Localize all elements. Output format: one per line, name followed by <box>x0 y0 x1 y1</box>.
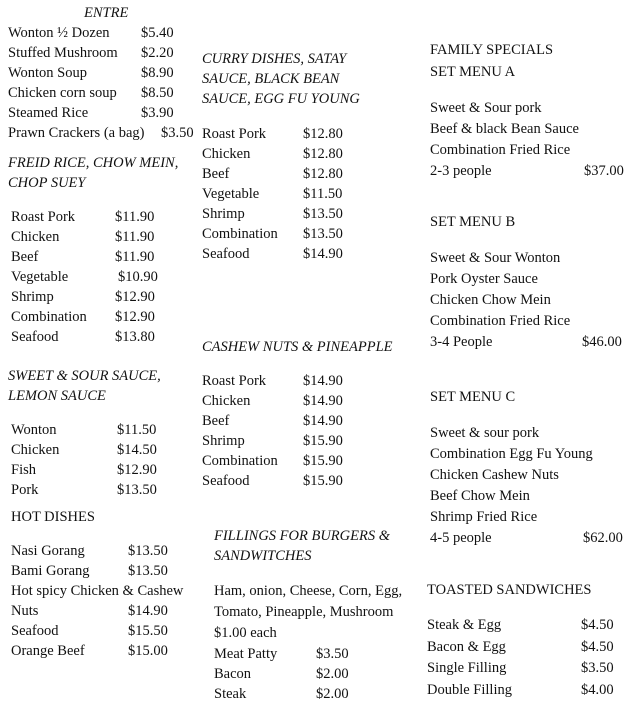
set-menu-price-row <box>430 161 635 181</box>
item-price: $3.90 <box>141 105 174 121</box>
menu-item <box>8 43 198 63</box>
menu-item <box>202 184 417 204</box>
set-menu-b <box>430 212 635 352</box>
item-name: Beef <box>11 249 39 265</box>
menu-item <box>11 327 198 347</box>
menu-item <box>11 601 198 621</box>
item-price: $11.90 <box>115 249 155 265</box>
section-title-entre <box>84 3 198 23</box>
menu-item <box>202 164 417 184</box>
item-name: Combination <box>202 226 278 242</box>
sweet-sour-heading-line: SWEET & SOUR SAUCE, <box>8 368 161 384</box>
item-price: $14.90 <box>303 373 343 389</box>
item-name: Stuffed Mushroom <box>8 45 118 61</box>
menu-item <box>427 637 635 659</box>
item-price: $15.90 <box>303 433 343 449</box>
menu-item <box>202 204 417 224</box>
fillings-list <box>214 581 417 704</box>
item-name: Prawn Crackers (a bag) <box>8 125 145 141</box>
item-price: $11.90 <box>115 229 155 245</box>
menu-item <box>202 411 417 431</box>
toasted-sandwiches-heading: TOASTED SANDWICHES <box>427 582 592 598</box>
item-name: Beef <box>202 166 230 182</box>
item-price: $8.50 <box>141 85 174 101</box>
menu-item <box>202 144 417 164</box>
item-name: Fish <box>11 462 36 478</box>
item-price: $11.90 <box>115 209 155 225</box>
item-name: Steak <box>214 686 247 702</box>
set-menu-line: Combination Egg Fu Young <box>430 446 593 462</box>
set-menu-line: Shrimp Fried Rice <box>430 509 538 525</box>
menu-item <box>202 451 417 471</box>
sweet-sour-heading-line: LEMON SAUCE <box>8 388 106 404</box>
menu-item <box>427 615 635 637</box>
hot-dishes-heading: HOT DISHES <box>11 509 95 525</box>
item-name: Wonton <box>11 422 57 438</box>
menu-item <box>11 287 198 307</box>
item-price: $13.80 <box>115 329 155 345</box>
item-price: $14.50 <box>117 442 157 458</box>
menu-item <box>11 227 198 247</box>
item-price: $12.90 <box>115 289 155 305</box>
set-menu-price: $37.00 <box>584 163 624 179</box>
item-name: Bacon <box>214 666 252 682</box>
item-price: $8.90 <box>141 65 174 81</box>
menu-item <box>8 123 198 143</box>
set-menu-line: Beef Chow Mein <box>430 488 530 504</box>
item-price: $12.90 <box>115 309 155 325</box>
menu-item <box>427 658 635 680</box>
set-menu-line: Chicken Cashew Nuts <box>430 467 559 483</box>
item-name: Wonton ½ Dozen <box>8 25 110 41</box>
menu-item <box>11 440 198 460</box>
menu-item <box>11 561 198 581</box>
menu-item <box>202 471 417 491</box>
set-menu-price-row <box>430 528 635 548</box>
item-name: Chicken <box>202 393 251 409</box>
fried-rice-heading-line: FREID RICE, CHOW MEIN, <box>8 155 179 171</box>
item-name: Chicken <box>202 146 251 162</box>
curry-heading-line: SAUCE, BLACK BEAN <box>202 71 340 87</box>
section-title-fried-rice <box>8 153 198 193</box>
item-name: Steak & Egg <box>427 617 502 633</box>
item-name: Vegetable <box>11 269 69 285</box>
menu-item <box>202 224 417 244</box>
section-title-family <box>430 40 635 60</box>
menu-item <box>11 641 198 661</box>
menu-item <box>11 420 198 440</box>
item-price: $13.50 <box>128 543 168 559</box>
menu-item <box>214 644 417 664</box>
section-title-toasted <box>427 580 635 600</box>
set-menu-line: Combination Fried Rice <box>430 142 571 158</box>
menu-item <box>202 431 417 451</box>
menu-item <box>11 541 198 561</box>
item-name: Pork <box>11 482 39 498</box>
menu-item <box>8 83 198 103</box>
cashew-list <box>202 371 417 491</box>
item-price: $12.80 <box>303 126 343 142</box>
set-menu-line: Combination Fried Rice <box>430 313 571 329</box>
item-name: Seafood <box>11 623 59 639</box>
item-price: $13.50 <box>117 482 157 498</box>
toasted-list <box>427 615 635 701</box>
set-menu-c-title: SET MENU C <box>430 389 516 405</box>
item-price: $13.50 <box>303 226 343 242</box>
menu-item <box>11 581 198 601</box>
menu-item <box>11 207 198 227</box>
item-name: Shrimp <box>202 433 245 449</box>
menu-item <box>11 460 198 480</box>
item-price: $4.50 <box>581 638 614 655</box>
menu-item <box>11 307 198 327</box>
item-price: $10.90 <box>118 269 158 285</box>
item-name: Chicken corn soup <box>8 85 117 101</box>
item-name: Shrimp <box>202 206 245 222</box>
item-name: Chicken <box>11 229 60 245</box>
menu-item <box>8 103 198 123</box>
curry-heading-line: CURRY DISHES, SATAY <box>202 51 347 67</box>
item-name: Seafood <box>11 329 59 345</box>
fried-rice-heading-line: CHOP SUEY <box>8 175 86 191</box>
menu-item <box>11 480 198 500</box>
curry-heading-line: SAUCE, EGG FU YOUNG <box>202 91 360 107</box>
item-name: Vegetable <box>202 186 260 202</box>
item-price: $11.50 <box>303 186 343 202</box>
item-price: $12.80 <box>303 146 343 162</box>
item-price: $3.50 <box>316 646 349 662</box>
set-menu-line: Sweet & Sour pork <box>430 100 542 116</box>
item-name: Roast Pork <box>202 126 267 142</box>
menu-item <box>202 371 417 391</box>
menu-item <box>11 267 198 287</box>
menu-item <box>202 391 417 411</box>
item-name: Bacon & Egg <box>427 638 506 655</box>
fillings-text-line: Ham, onion, Cheese, Corn, Egg, <box>214 583 403 599</box>
hot-dishes-list <box>11 541 198 661</box>
item-price: $13.50 <box>303 206 343 222</box>
item-price: $4.50 <box>581 617 614 633</box>
set-menu-line: Sweet & sour pork <box>430 425 540 441</box>
family-specials-heading: FAMILY SPECIALS <box>430 42 554 58</box>
item-name: Combination <box>11 309 87 325</box>
fried-rice-list <box>11 207 198 347</box>
item-name: Shrimp <box>11 289 54 305</box>
item-name: Seafood <box>202 246 250 262</box>
menu-item <box>202 124 417 144</box>
curry-list <box>202 124 417 264</box>
menu-item <box>202 244 417 264</box>
item-price: $13.50 <box>128 563 168 579</box>
item-price: $14.90 <box>303 413 343 429</box>
section-title-fillings <box>214 526 417 566</box>
section-title-curry <box>202 49 417 109</box>
item-name: Roast Pork <box>11 209 76 225</box>
menu-item <box>8 23 198 43</box>
item-price: $15.90 <box>303 453 343 469</box>
menu-item <box>8 63 198 83</box>
item-price: $5.40 <box>141 25 174 41</box>
section-title-hot-dishes <box>11 507 198 527</box>
item-name: Nuts <box>11 603 39 619</box>
menu-item <box>214 684 417 704</box>
item-price: $14.90 <box>303 393 343 409</box>
item-name: Seafood <box>202 473 250 489</box>
item-name: Single Filling <box>427 660 507 676</box>
item-name: Orange Beef <box>11 643 85 659</box>
item-name: Wonton Soup <box>8 65 87 81</box>
item-price: $2.00 <box>316 666 349 682</box>
fillings-heading-line: FILLINGS FOR BURGERS & <box>214 528 390 544</box>
menu-item <box>214 664 417 684</box>
set-menu-price-row <box>430 332 635 352</box>
item-price: $15.00 <box>128 643 168 659</box>
item-price: $14.90 <box>128 603 168 619</box>
item-name: Hot spicy Chicken & Cashew <box>11 583 184 599</box>
menu-item <box>11 247 198 267</box>
set-menu-a-title: SET MENU A <box>430 64 516 80</box>
item-price: $11.50 <box>117 422 157 438</box>
entre-heading: ENTRE <box>84 5 129 21</box>
fillings-heading-line: SANDWITCHES <box>214 548 312 564</box>
set-menu-c <box>430 387 635 548</box>
set-menu-a <box>430 62 635 181</box>
item-price: $4.00 <box>581 681 614 698</box>
fillings-text-line: $1.00 each <box>214 625 277 641</box>
item-name: Roast Pork <box>202 373 267 389</box>
set-menu-people: 3-4 People <box>430 334 493 350</box>
item-name: Double Filling <box>427 681 512 698</box>
set-menu-price: $62.00 <box>583 530 623 546</box>
set-menu-price: $46.00 <box>582 334 622 350</box>
item-price: $15.50 <box>128 623 168 639</box>
cashew-heading: CASHEW NUTS & PINEAPPLE <box>202 339 393 355</box>
item-name: Chicken <box>11 442 60 458</box>
item-name: Beef <box>202 413 230 429</box>
menu-item <box>427 680 635 702</box>
item-price: $3.50 <box>161 125 194 141</box>
sweet-sour-list <box>11 420 198 500</box>
section-title-cashew <box>202 337 417 357</box>
set-menu-line: Beef & black Bean Sauce <box>430 121 579 137</box>
set-menu-line: Sweet & Sour Wonton <box>430 250 561 266</box>
section-title-sweet-sour <box>8 366 198 406</box>
item-price: $3.50 <box>581 660 614 676</box>
item-price: $2.20 <box>141 45 174 61</box>
menu-item <box>11 621 198 641</box>
item-price: $12.80 <box>303 166 343 182</box>
set-menu-people: 4-5 people <box>430 530 492 546</box>
entre-list <box>8 23 198 143</box>
item-price: $2.00 <box>316 686 349 702</box>
set-menu-line: Chicken Chow Mein <box>430 292 551 308</box>
item-name: Bami Gorang <box>11 563 90 579</box>
item-price: $14.90 <box>303 246 343 262</box>
set-menu-line: Pork Oyster Sauce <box>430 271 538 287</box>
item-price: $15.90 <box>303 473 343 489</box>
item-name: Steamed Rice <box>8 105 89 121</box>
item-price: $12.90 <box>117 462 157 478</box>
item-name: Nasi Gorang <box>11 543 85 559</box>
fillings-text-line: Tomato, Pineapple, Mushroom <box>214 604 394 620</box>
set-menu-people: 2-3 people <box>430 163 492 179</box>
item-name: Combination <box>202 453 278 469</box>
item-name: Meat Patty <box>214 646 278 662</box>
set-menu-b-title: SET MENU B <box>430 214 516 230</box>
